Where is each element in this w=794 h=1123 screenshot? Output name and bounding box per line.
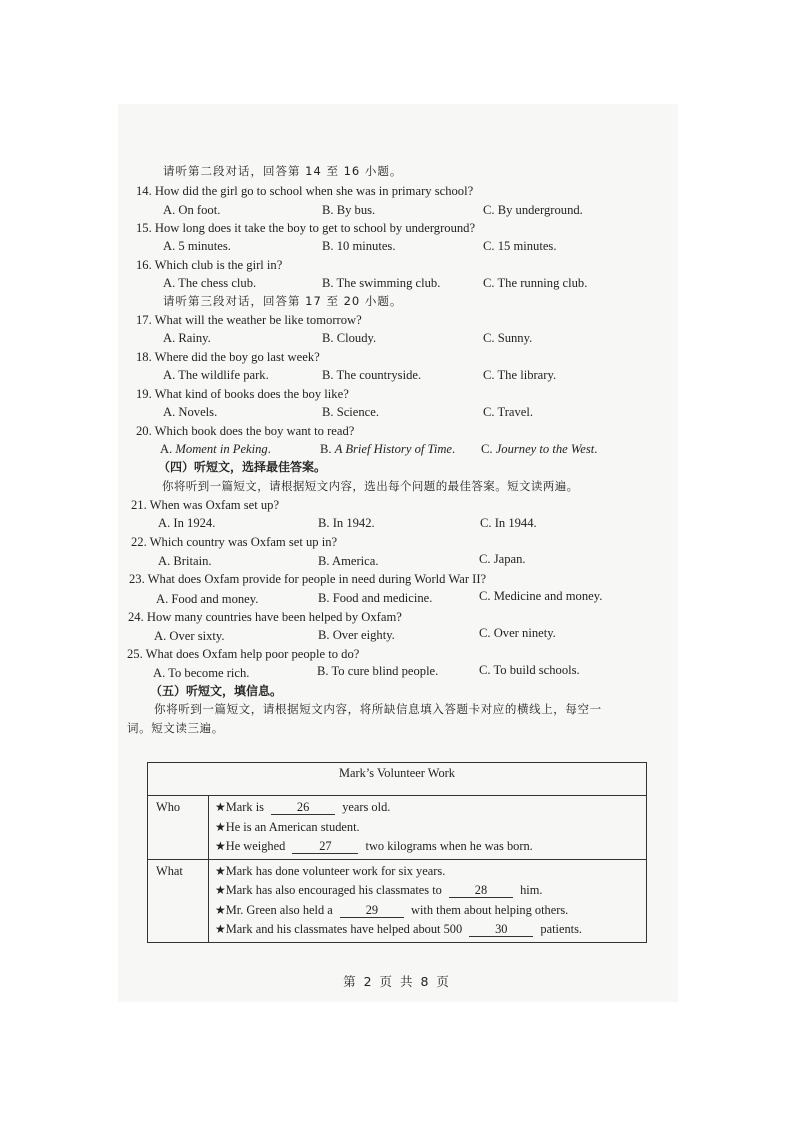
q17-option-a: A. Rainy. <box>163 331 211 345</box>
question-25: 25. What does Oxfam help poor people to do? <box>127 647 360 661</box>
answer-blank-26[interactable]: 26 <box>271 800 335 815</box>
q24-option-c: C. Over ninety. <box>479 626 556 640</box>
q17-option-c: C. Sunny. <box>483 331 533 345</box>
q14-option-a: A. On foot. <box>163 203 221 217</box>
question-24: 24. How many countries have been helped by Oxfam? <box>128 610 402 624</box>
who-item-student: ★He is an American student. <box>215 819 360 834</box>
question-23: 23. What does Oxfam provide for people in need during World War II? <box>129 572 487 586</box>
answer-blank-28[interactable]: 28 <box>449 883 513 898</box>
q14-option-c: C. By underground. <box>483 203 583 217</box>
q18-option-a: A. The wildlife park. <box>163 368 269 382</box>
book-title: A Brief History of Time <box>334 442 453 456</box>
q15-option-c: C. 15 minutes. <box>483 239 557 253</box>
question-21: 21. When was Oxfam set up? <box>131 498 280 512</box>
q16-option-b: B. The swimming club. <box>322 276 441 290</box>
question-22: 22. Which country was Oxfam set up in? <box>131 535 338 549</box>
q18-option-b: B. The countryside. <box>322 368 422 382</box>
part5-instructions-line2: 词。短文读三遍。 <box>127 721 224 735</box>
q22-option-b: B. America. <box>318 554 379 568</box>
who-cell <box>209 796 647 860</box>
q24-option-b: B. Over eighty. <box>318 628 395 642</box>
q15-option-a: A. 5 minutes. <box>163 239 231 253</box>
who-item-26: ★Mark is 26 years old. <box>215 800 391 814</box>
what-item-28: ★Mark has also encouraged his classmates to 28 him. <box>215 883 543 897</box>
q23-option-a: A. Food and money. <box>156 592 259 606</box>
what-cell <box>209 859 647 942</box>
q19-option-c: C. Travel. <box>483 405 534 419</box>
q25-option-c: C. To build schools. <box>479 663 580 677</box>
q21-option-a: A. In 1924. <box>158 516 216 530</box>
q19-option-b: B. Science. <box>322 405 380 419</box>
section3-intro: 请听第三段对话，回答第 17 至 20 小题。 <box>163 294 403 308</box>
volunteer-work-table <box>147 762 647 943</box>
answer-blank-27[interactable]: 27 <box>292 839 358 854</box>
part5-instructions-line1: 你将听到一篇短文，请根据短文内容，将所缺信息填入答题卡对应的横线上，每空一 <box>154 702 602 716</box>
star-icon: ★ <box>215 922 226 936</box>
star-icon: ★ <box>215 819 226 834</box>
q18-option-c: C. The library. <box>483 368 557 382</box>
part5-title: （五）听短文，填信息。 <box>150 684 283 698</box>
question-16: 16. Which club is the girl in? <box>136 258 283 272</box>
page-number-footer: 第 2 页 共 8 页 <box>343 974 451 989</box>
star-icon: ★ <box>215 883 226 897</box>
part4-instructions: 你将听到一篇短文，请根据短文内容，选出每个问题的最佳答案。短文读两遍。 <box>162 479 579 493</box>
star-icon: ★ <box>215 800 226 814</box>
question-15: 15. How long does it take the boy to get to school by underground? <box>136 221 476 235</box>
star-icon: ★ <box>215 863 226 878</box>
row-label-who: Who <box>148 796 209 860</box>
q16-option-a: A. The chess club. <box>163 276 257 290</box>
answer-blank-30[interactable]: 30 <box>469 922 533 937</box>
book-title: Moment in Peking <box>175 442 268 456</box>
question-19: 19. What kind of books does the boy like? <box>136 387 349 401</box>
q20-option-a: A. Moment in Peking. <box>160 442 271 456</box>
q24-option-a: A. Over sixty. <box>154 629 225 643</box>
q25-option-a: A. To become rich. <box>153 666 250 680</box>
star-icon: ★ <box>215 902 226 917</box>
q20-option-c: C. Journey to the West. <box>481 442 598 456</box>
q23-option-b: B. Food and medicine. <box>318 591 433 605</box>
section2-intro: 请听第二段对话，回答第 14 至 16 小题。 <box>163 164 403 178</box>
what-item-years: ★Mark has done volunteer work for six years. <box>215 863 446 878</box>
q21-option-b: B. In 1942. <box>318 516 375 530</box>
q22-option-a: A. Britain. <box>158 554 212 568</box>
q19-option-a: A. Novels. <box>163 405 218 419</box>
what-item-29: ★Mr. Green also held a 29 with them about helping others. <box>215 902 569 917</box>
q22-option-c: C. Japan. <box>479 552 526 566</box>
q14-option-b: B. By bus. <box>322 203 376 217</box>
q16-option-c: C. The running club. <box>483 276 588 290</box>
q21-option-c: C. In 1944. <box>480 516 537 530</box>
what-item-30: ★Mark and his classmates have helped about 500 30 patients. <box>215 922 583 936</box>
book-title: Journey to the West <box>495 442 595 456</box>
row-label-what: What <box>148 859 209 942</box>
question-17: 17. What will the weather be like tomorrow? <box>136 313 362 327</box>
table-title: Mark’s Volunteer Work <box>148 763 647 796</box>
q25-option-b: B. To cure blind people. <box>317 664 439 678</box>
part4-title: （四）听短文，选择最佳答案。 <box>158 460 327 474</box>
q17-option-b: B. Cloudy. <box>322 331 377 345</box>
q20-option-b: B. A Brief History of Time. <box>320 442 456 456</box>
question-18: 18. Where did the boy go last week? <box>136 350 320 364</box>
q15-option-b: B. 10 minutes. <box>322 239 396 253</box>
who-item-27: ★He weighed 27 two kilograms when he was born. <box>215 839 533 853</box>
q23-option-c: C. Medicine and money. <box>479 589 603 603</box>
answer-blank-29[interactable]: 29 <box>340 903 404 918</box>
question-20: 20. Which book does the boy want to read? <box>136 424 355 438</box>
question-14: 14. How did the girl go to school when she was in primary school? <box>136 184 474 198</box>
star-icon: ★ <box>215 839 226 853</box>
